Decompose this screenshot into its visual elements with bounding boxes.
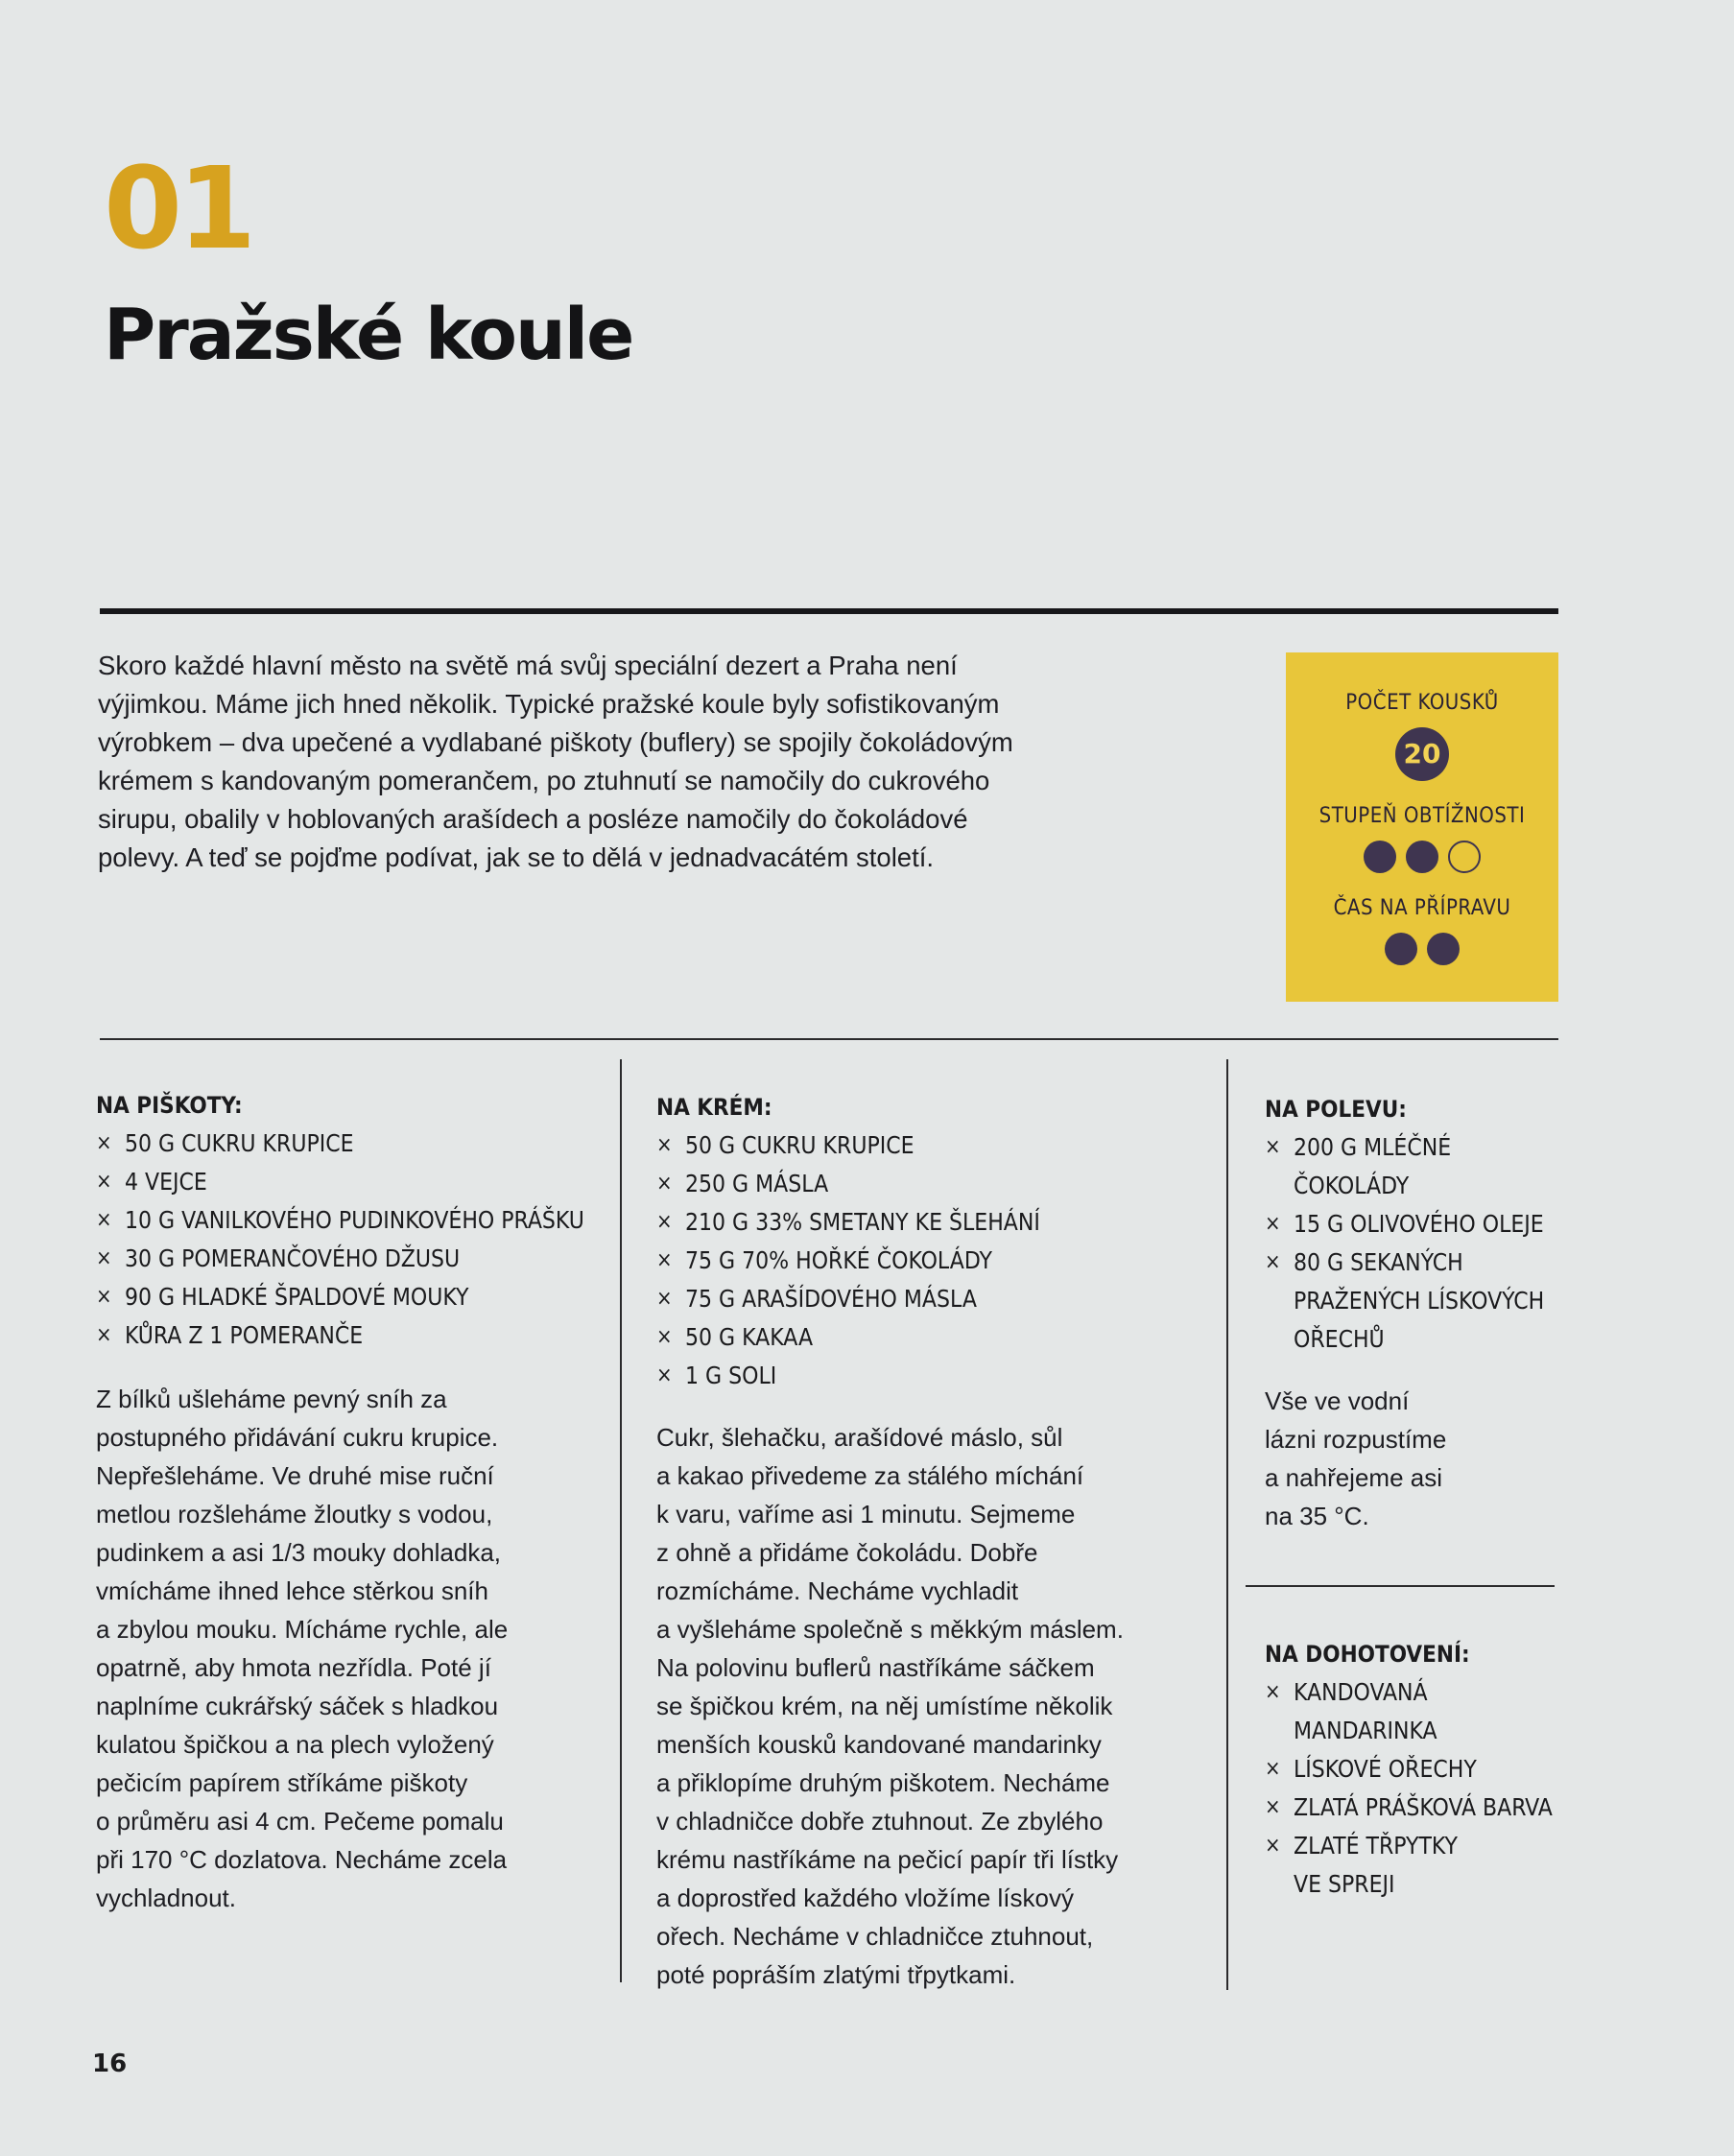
method-line: poté popráším zlatými třpytkami.: [656, 1960, 1016, 1989]
method-line: ořech. Necháme v chladničce ztuhnout,: [656, 1922, 1094, 1951]
method-line: a kakao přivedeme za stálého míchání: [656, 1461, 1084, 1490]
filled-dot-icon: [1427, 933, 1460, 965]
ingredient-item: [656, 1280, 1213, 1318]
sponge-heading: NA PIŠKOTY:: [96, 1092, 243, 1119]
cream-method: [656, 1418, 1213, 1994]
method-line: lázni rozpustíme: [1265, 1425, 1447, 1454]
method-line: kulatou špičkou a na plech vyložený: [96, 1730, 494, 1759]
method-line: Cukr, šlehačku, arašídové máslo, sůl: [656, 1423, 1063, 1452]
ingredient-text: 4 VEJCE: [125, 1168, 207, 1196]
ingredient-text: ZLATÉ TŘPYTKY: [1294, 1832, 1458, 1860]
ingredient-text: LÍSKOVÉ OŘECHY: [1294, 1755, 1477, 1783]
pieces-label: POČET KOUSKŮ: [1345, 691, 1499, 715]
empty-dot-icon: [1448, 841, 1481, 873]
method-line: Vše ve vodní: [1265, 1386, 1410, 1415]
sponge-method: [96, 1380, 614, 1917]
bullet-x-icon: ×: [1265, 1135, 1281, 1159]
ingredient-item: [96, 1316, 614, 1355]
bullet-x-icon: ×: [656, 1210, 673, 1234]
method-line: na 35 °C.: [1265, 1502, 1369, 1530]
section-divider: [100, 1038, 1558, 1040]
ingredient-text: 50 G CUKRU KRUPICE: [685, 1131, 915, 1159]
intro-line: výrobkem – dva upečené a vydlabané piškoty (buflery) se spojily čokoládovým: [98, 727, 1013, 757]
ingredient-text: ZLATÁ PRÁŠKOVÁ BARVA: [1294, 1793, 1553, 1821]
ingredient-item: [656, 1318, 1213, 1357]
ingredient-item: [1265, 1205, 1572, 1244]
ingredient-text: KŮRA Z 1 POMERANČE: [125, 1321, 364, 1349]
bullet-x-icon: ×: [656, 1172, 673, 1196]
bullet-x-icon: ×: [96, 1131, 112, 1155]
bullet-x-icon: ×: [96, 1170, 112, 1194]
ingredient-item: [96, 1240, 614, 1278]
intro-line: výjimkou. Máme jich hned několik. Typické pražské koule byly sofistikovaným: [98, 689, 1000, 719]
bullet-x-icon: ×: [1265, 1212, 1281, 1236]
finishing-column: [1265, 1635, 1572, 1904]
method-line: o průměru asi 4 cm. Pečeme pomalu: [96, 1807, 504, 1836]
ingredient-item: [1265, 1827, 1572, 1904]
method-line: vmícháme ihned lehce stěrkou sníh: [96, 1576, 488, 1605]
ingredient-text: KANDOVANÁ: [1294, 1678, 1428, 1706]
method-line: metlou rozšleháme žloutky s vodou,: [96, 1500, 493, 1528]
method-line: a přiklopíme druhým piškotem. Necháme: [656, 1768, 1110, 1797]
ingredient-item: [96, 1163, 614, 1201]
ingredient-text: PRAŽENÝCH LÍSKOVÝCH: [1294, 1287, 1545, 1315]
ingredient-text: 80 G SEKANÝCH: [1294, 1248, 1463, 1276]
bullet-x-icon: ×: [1265, 1834, 1281, 1858]
bullet-x-icon: ×: [1265, 1795, 1281, 1819]
method-line: Na polovinu buflerů nastříkáme sáčkem: [656, 1653, 1095, 1682]
bullet-x-icon: ×: [96, 1285, 112, 1309]
filled-dot-icon: [1364, 841, 1396, 873]
ingredient-text: 10 G VANILKOVÉHO PUDINKOVÉHO PRÁŠKU: [125, 1206, 584, 1234]
bullet-x-icon: ×: [656, 1287, 673, 1311]
column-divider: [620, 1059, 622, 1982]
method-line: Nepřešleháme. Ve druhé mise ruční: [96, 1461, 494, 1490]
ingredient-item: [656, 1165, 1213, 1203]
method-line: a nahřejeme asi: [1265, 1463, 1442, 1492]
ingredient-item: [96, 1125, 614, 1163]
method-line: k varu, vaříme asi 1 minutu. Sejmeme: [656, 1500, 1076, 1528]
ingredient-text: 15 G OLIVOVÉHO OLEJE: [1294, 1210, 1544, 1238]
bullet-x-icon: ×: [656, 1133, 673, 1157]
ingredient-text: OŘECHŮ: [1294, 1325, 1385, 1353]
filled-dot-icon: [1406, 841, 1438, 873]
header-divider: [100, 608, 1558, 614]
ingredient-text: 75 G ARAŠÍDOVÉHO MÁSLA: [685, 1285, 977, 1313]
method-line: naplníme cukrářský sáček s hladkou: [96, 1692, 499, 1720]
glaze-divider: [1246, 1585, 1555, 1587]
cream-heading: NA KRÉM:: [656, 1094, 772, 1121]
bullet-x-icon: ×: [656, 1248, 673, 1272]
bullet-x-icon: ×: [656, 1363, 673, 1387]
column-divider: [1226, 1059, 1228, 1990]
method-line: Z bílků ušleháme pevný sníh za: [96, 1385, 447, 1413]
bullet-x-icon: ×: [96, 1208, 112, 1232]
sponge-ingredients: [96, 1125, 614, 1355]
cream-ingredients: [656, 1126, 1213, 1395]
intro-line: polevy. A teď se pojďme podívat, jak se to dělá v jednadvacátém století.: [98, 842, 935, 872]
ingredient-text: 200 G MLÉČNÉ: [1294, 1133, 1452, 1161]
method-line: opatrně, aby hmota nezřídla. Poté jí: [96, 1653, 491, 1682]
page-number: 16: [92, 2049, 128, 2078]
bullet-x-icon: ×: [96, 1323, 112, 1347]
ingredient-item: [1265, 1128, 1572, 1205]
intro-line: sirupu, obalily v hoblovaných arašídech a posléze namočily do čokoládové: [98, 804, 968, 834]
intro-text: [98, 647, 1211, 877]
ingredient-item: [1265, 1244, 1572, 1359]
recipe-title: Pražské koule: [104, 294, 633, 376]
glaze-method: [1265, 1382, 1572, 1535]
ingredient-text: 30 G POMERANČOVÉHO DŽUSU: [125, 1244, 461, 1272]
bullet-x-icon: ×: [96, 1246, 112, 1270]
ingredient-item: [656, 1126, 1213, 1165]
method-line: a zbylou mouku. Mícháme rychle, ale: [96, 1615, 509, 1644]
ingredient-item: [96, 1201, 614, 1240]
method-line: se špičkou krém, na něj umístíme několik: [656, 1692, 1113, 1720]
ingredient-text: 250 G MÁSLA: [685, 1170, 829, 1197]
ingredient-item: [656, 1203, 1213, 1242]
method-line: rozmícháme. Necháme vychladit: [656, 1576, 1019, 1605]
bullet-x-icon: ×: [1265, 1250, 1281, 1274]
intro-line: Skoro každé hlavní město na světě má svůj speciální dezert a Praha není: [98, 651, 958, 680]
ingredient-text: 50 G KAKAA: [685, 1323, 814, 1351]
ingredient-item: [656, 1242, 1213, 1280]
prep-time-label: ČAS NA PŘÍPRAVU: [1333, 896, 1511, 920]
cream-column: [656, 1088, 1213, 1994]
glaze-column: [1265, 1090, 1572, 1535]
ingredient-item: [1265, 1750, 1572, 1789]
bullet-x-icon: ×: [656, 1325, 673, 1349]
method-line: a vyšleháme společně s měkkým máslem.: [656, 1615, 1124, 1644]
sponge-column: [96, 1086, 614, 1917]
method-line: menších kousků kandované mandarinky: [656, 1730, 1102, 1759]
filled-dot-icon: [1385, 933, 1417, 965]
method-line: z ohně a přidáme čokoládu. Dobře: [656, 1538, 1038, 1567]
method-line: pudinkem a asi 1/3 mouky dohladka,: [96, 1538, 502, 1567]
method-line: vychladnout.: [96, 1884, 236, 1912]
method-line: v chladničce dobře ztuhnout. Ze zbylého: [656, 1807, 1104, 1836]
bullet-x-icon: ×: [1265, 1757, 1281, 1781]
pieces-count-badge: 20: [1395, 727, 1449, 781]
method-line: krému nastříkáme na pečicí papír tři lístky: [656, 1845, 1119, 1874]
finishing-ingredients: [1265, 1673, 1572, 1904]
method-line: pečicím papírem stříkáme piškoty: [96, 1768, 468, 1797]
difficulty-rating: [1286, 841, 1558, 873]
method-line: postupného přidávání cukru krupice.: [96, 1423, 499, 1452]
ingredient-text: VE SPREJI: [1294, 1870, 1395, 1898]
ingredient-text: 210 G 33% SMETANY KE ŠLEHÁNÍ: [685, 1208, 1040, 1236]
bullet-x-icon: ×: [1265, 1680, 1281, 1704]
method-line: a doprostřed každého vložíme lískový: [656, 1884, 1074, 1912]
recipe-info-box: [1286, 652, 1558, 1002]
ingredient-item: [96, 1278, 614, 1316]
intro-line: krémem s kandovaným pomerančem, po ztuhnutí se namočily do cukrového: [98, 766, 990, 795]
ingredient-text: MANDARINKA: [1294, 1717, 1437, 1744]
ingredient-item: [1265, 1789, 1572, 1827]
glaze-heading: NA POLEVU:: [1265, 1096, 1407, 1123]
ingredient-text: 75 G 70% HOŘKÉ ČOKOLÁDY: [685, 1246, 992, 1274]
ingredient-text: ČOKOLÁDY: [1294, 1172, 1410, 1199]
finishing-heading: NA DOHOTOVENÍ:: [1265, 1641, 1470, 1668]
ingredient-text: 50 G CUKRU KRUPICE: [125, 1129, 354, 1157]
ingredient-item: [1265, 1673, 1572, 1750]
recipe-number: 01: [104, 142, 252, 274]
ingredient-text: 90 G HLADKÉ ŠPALDOVÉ MOUKY: [125, 1283, 469, 1311]
difficulty-label: STUPEŇ OBTÍŽNOSTI: [1318, 804, 1526, 828]
ingredient-item: [656, 1357, 1213, 1395]
glaze-ingredients: [1265, 1128, 1572, 1359]
prep-time-rating: [1286, 933, 1558, 965]
ingredient-text: 1 G SOLI: [685, 1362, 777, 1389]
method-line: při 170 °C dozlatova. Necháme zcela: [96, 1845, 508, 1874]
